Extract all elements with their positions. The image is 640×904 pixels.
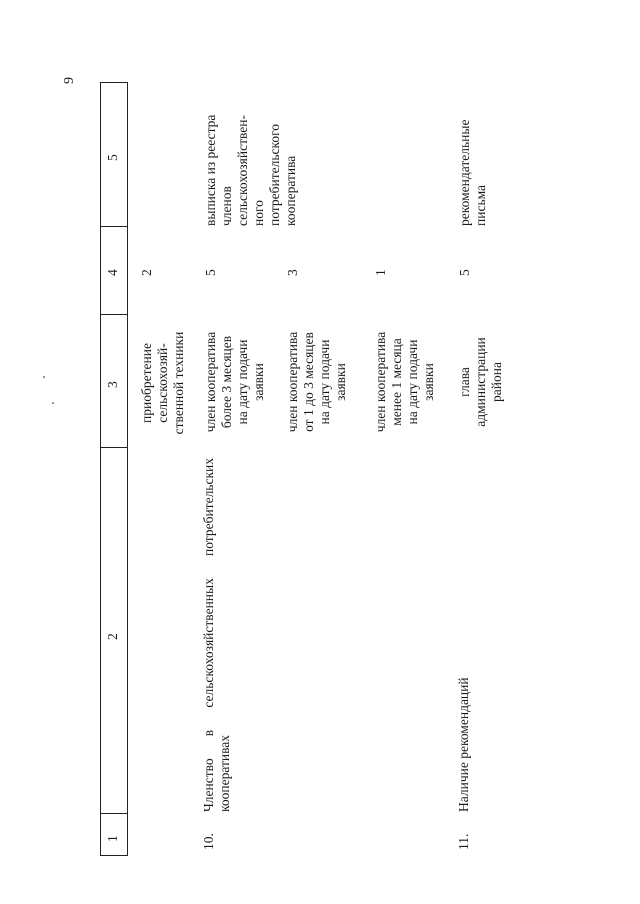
table-header-separator <box>127 82 128 856</box>
scan-speck <box>52 402 54 404</box>
row11-score: 5 <box>457 269 472 276</box>
col-divider-2-1 <box>100 813 128 814</box>
row11-indicator: Наличие рекомендаций <box>456 677 471 812</box>
col-divider-5-4 <box>100 226 128 227</box>
row10-indicator: Членство в сельскохозяйственных потребительских кооперативах <box>201 458 232 812</box>
continuation-criterion: приобретение сельскохозяй- ственной техники <box>139 331 186 435</box>
row10-document: выписка из реестра членов сельскохозяйствен- ного потребительского кооператива <box>203 114 298 226</box>
row10-criterion-3: член кооператива менее 1 месяца на дату подачи заявки <box>373 331 436 433</box>
header-col-5: 5 <box>105 154 120 161</box>
header-col-3: 3 <box>105 381 120 388</box>
row10-score-3: 1 <box>373 269 388 276</box>
col-divider-4-3 <box>100 314 128 315</box>
scan-speck <box>43 376 45 378</box>
page-number: 9 <box>62 77 77 84</box>
row10-score-2: 3 <box>285 269 300 276</box>
table-outer-left <box>100 82 101 856</box>
row11-number: 11. <box>456 833 471 850</box>
row10-number: 10. <box>201 833 216 850</box>
table-top-border <box>100 82 128 83</box>
table-bottom-border <box>100 855 128 856</box>
row10-criterion-1: член кооператива более 3 месяцев на дату подачи заявки <box>203 331 266 433</box>
header-col-1: 1 <box>105 835 120 842</box>
row11-criterion: глава администрации района <box>457 337 504 427</box>
col-divider-3-2 <box>100 447 128 448</box>
row10-score-1: 5 <box>203 269 218 276</box>
row10-criterion-2: член кооператива от 1 до 3 месяцев на дату подачи заявки <box>285 331 348 433</box>
row11-document: рекомендательные письма <box>457 119 488 226</box>
header-col-2: 2 <box>105 633 120 640</box>
header-col-4: 4 <box>105 269 120 276</box>
continuation-score: 2 <box>139 269 154 276</box>
